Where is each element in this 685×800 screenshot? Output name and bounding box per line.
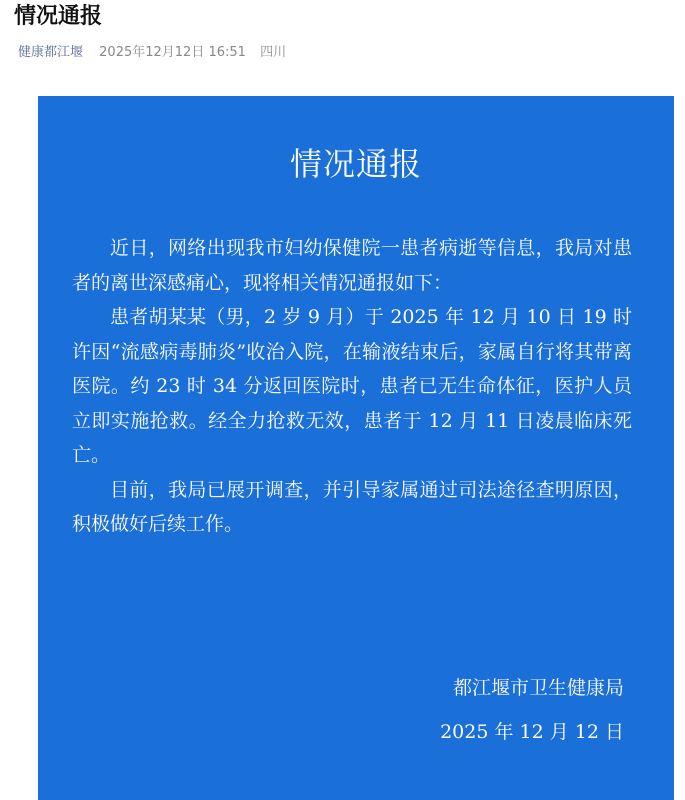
notice-heading: 情况通报 [289,145,422,183]
notice-paragraph-3: 目前，我局已展开调查，并引导家属通过司法途径查明原因，积极做好后续工作。 [72,478,632,535]
notice-image [38,96,674,800]
issuer-name: 都江堰市卫生健康局 [452,677,624,699]
account-name-link[interactable]: 健康都江堰 [18,45,84,60]
issue-date: 2025 年 12 月 12 日 [440,721,624,743]
notice-body [72,231,632,542]
notice-signature [440,666,624,754]
publish-date: 2025年12月12日 16:51 [99,45,246,60]
article-title: 情况通报 [14,4,103,29]
notice-paragraph-1: 近日，网络出现我市妇幼保健院一患者病逝等信息，我局对患者的离世深感痛心，现将相关情况通报如下： [72,237,632,294]
publish-location: 四川 [260,45,287,60]
notice-paragraph-2: 患者胡某某（男，2 岁 9 月）于 2025 年 12 月 10 日 19 时许因“流感病毒肺炎”收治入院，在输液结束后，家属自行将其带离医院。约 23 时 34 分返回医院时，患者已无生命体征，医护人员立即实施抢救。经全力抢救无效，患者于 12 月 11 日凌晨临床死亡。 [72,306,632,466]
article-meta [18,44,286,62]
